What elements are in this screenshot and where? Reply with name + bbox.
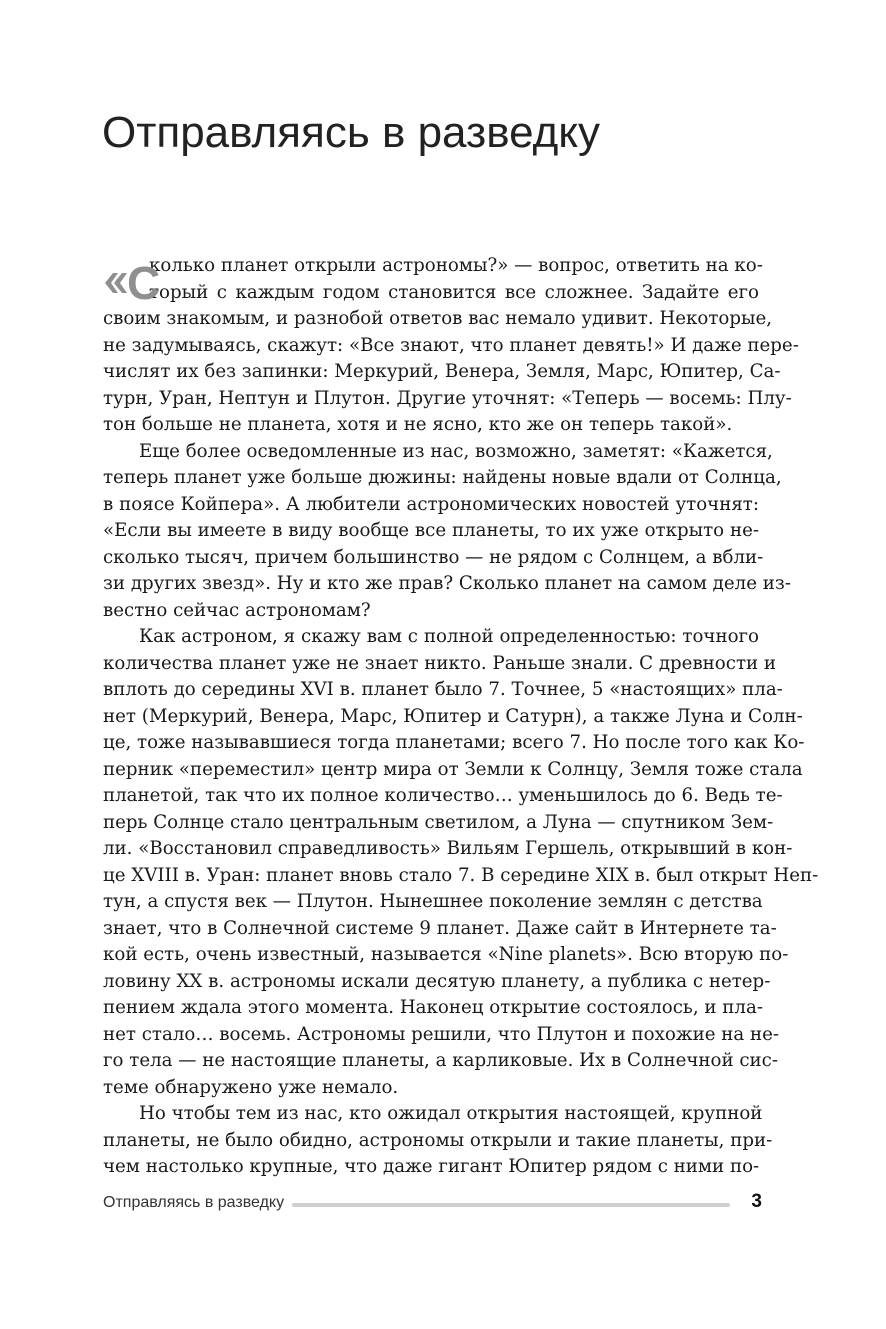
text-line: теме обнаружено уже немало.	[103, 1076, 399, 1098]
text-line: нет стало… восемь. Астрономы решили, что Плутон и похожие на не-	[103, 1023, 780, 1045]
text-line: планеты, не было обидно, астрономы открыли и такие планеты, при-	[103, 1129, 773, 1151]
text-line: перь Солнце стало центральным светилом, а Луна — спутником Зем-	[103, 811, 774, 833]
text-line: це XVIII в. Уран: планет вновь стало 7. В середине XIX в. был открыт Неп-	[103, 864, 819, 886]
text-line: количества планет уже не знает никто. Раньше знали. С древности и	[103, 652, 777, 674]
running-footer-title: Отправляясь в разведку	[103, 1194, 285, 1211]
text-line: тун, а спустя век — Плутон. Нынешнее поколение землян с детства	[103, 891, 763, 912]
text-line: перник «переместил» центр мира от Земли к Солнцу, Земля тоже стала	[103, 758, 803, 780]
page-title: Отправляясь в разведку	[102, 108, 601, 157]
text-line: «Если вы имеете в виду вообще все планеты, то их уже открыто не-	[103, 520, 759, 541]
text-line: це, тоже называвшиеся тогда планетами; всего 7. Но после того как Ко-	[103, 732, 805, 753]
text-line: знает, что в Солнечной системе 9 планет. Даже сайт в Интернете та-	[103, 917, 777, 939]
paragraph	[103, 439, 791, 625]
text-line: Как астроном, я скажу вам с полной определенностью: точного	[139, 626, 759, 647]
text-line: чем настолько крупные, что даже гигант Юпитер рядом с ними по-	[103, 1156, 760, 1177]
text-line: ловину XX в. астрономы искали десятую планету, а публика с нетер-	[103, 970, 771, 992]
text-line: турн, Уран, Нептун и Плутон. Другие уточнят: «Теперь — восемь: Плу-	[103, 387, 792, 409]
paragraph	[103, 624, 819, 1101]
text-line: тон больше не планета, хотя и не ясно, кто же он теперь такой».	[103, 414, 733, 435]
page-number: 3	[751, 1191, 762, 1212]
text-line: ли. «Восстановил справедливость» Вильям Гершель, открывший в кон-	[103, 838, 793, 859]
text-line: не задумываясь, скажут: «Все знают, что планет девять!» И даже пере-	[103, 334, 799, 356]
text-line: в поясе Койпера». А любители астрономических новостей уточнят:	[103, 493, 759, 515]
text-line: колько планет открыли астрономы?» — вопрос, ответить на ко-	[149, 255, 763, 276]
text-line: кой есть, очень известный, называется «Nine planets». Всю вторую по-	[103, 944, 789, 965]
body-text	[103, 253, 819, 1181]
text-line: теперь планет уже больше дюжины: найдены новые вдали от Солнца,	[103, 467, 782, 488]
text-line: нет (Меркурий, Венера, Марс, Юпитер и Сатурн), а также Луна и Солн-	[103, 705, 803, 727]
paragraph	[103, 253, 799, 439]
text-line: сколько тысяч, причем большинство — не рядом с Солнцем, а вбли-	[103, 546, 764, 568]
text-line: числят их без запинки: Меркурий, Венера, Земля, Марс, Юпитер, Са-	[103, 361, 781, 382]
text-line: вестно сейчас астрономам?	[103, 599, 371, 621]
text-line: вплоть до середины XVI в. планет было 7. Точнее, 5 «настоящих» пла-	[103, 679, 783, 700]
text-line: планетой, так что их полное количество… уменьшилось до 6. Ведь те-	[103, 785, 783, 806]
text-line: зи других звезд». Ну и кто же прав? Сколько планет на самом деле из-	[103, 573, 791, 594]
drop-cap-letter: С	[127, 259, 161, 307]
text-line: пением ждала этого момента. Наконец открытие состоялось, и пла-	[103, 997, 763, 1018]
footer-rule	[292, 1203, 730, 1207]
quote-mark-icon	[105, 273, 127, 293]
text-line: Еще более осведомленные из нас, возможно, заметят: «Кажется,	[139, 440, 773, 462]
text-line: Но чтобы тем из нас, кто ожидал открытия настоящей, крупной	[139, 1103, 763, 1124]
text-line: го тела — не настоящие планеты, а карликовые. Их в Солнечной сис-	[103, 1050, 778, 1071]
drop-cap	[103, 259, 163, 307]
text-line: своим знакомым, и разнобой ответов вас немало удивит. Некоторые,	[103, 308, 773, 329]
paragraph	[103, 1101, 773, 1181]
text-line: торый с каждым годом становится все сложнее. Задайте его	[149, 281, 759, 303]
